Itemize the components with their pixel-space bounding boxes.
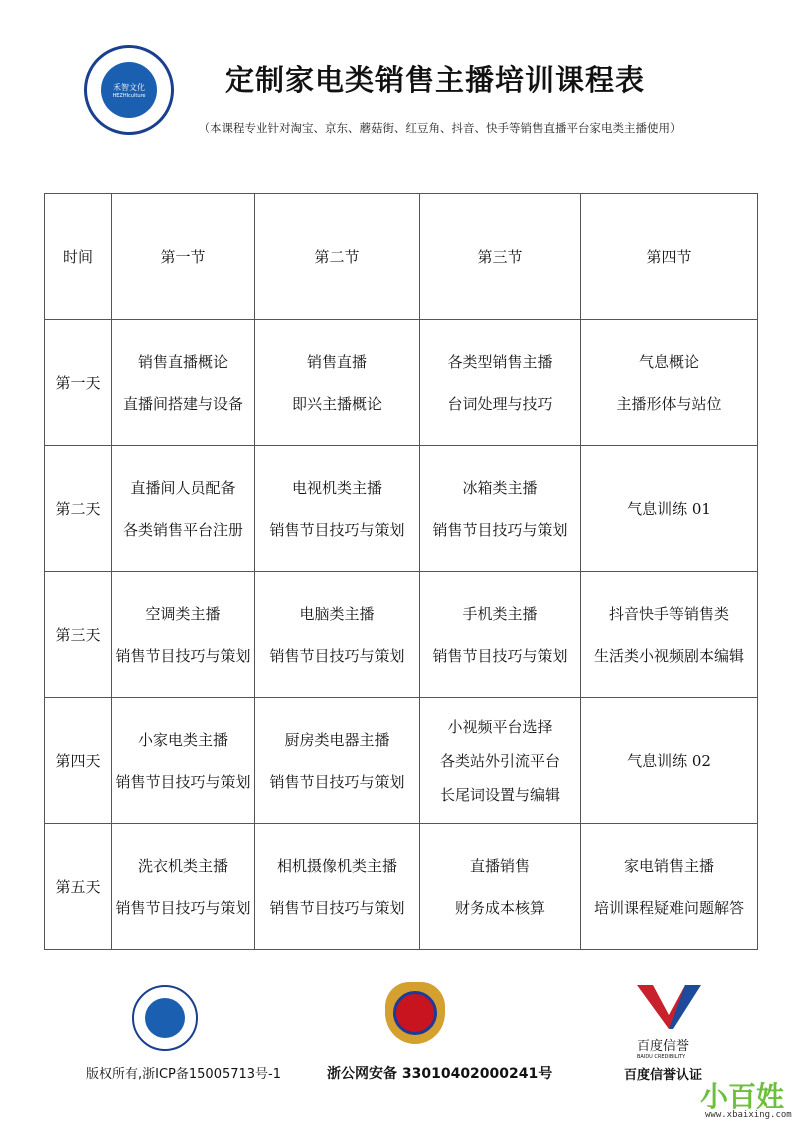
course-cell <box>581 824 758 950</box>
column-header <box>112 194 255 320</box>
course-cell <box>255 824 420 950</box>
course-item: 销售节目技巧与策划 <box>269 772 405 791</box>
watermark-url: www.xbaixing.com <box>705 1110 792 1120</box>
row-day <box>45 698 112 824</box>
column-header <box>255 194 420 320</box>
course-item: 各类销售平台注册 <box>122 520 243 539</box>
day-label: 第三天 <box>55 625 101 644</box>
course-cell <box>112 824 255 950</box>
course-item: 生活类小视频剧本编辑 <box>593 646 744 665</box>
course-cell <box>112 320 255 446</box>
course-cell <box>112 572 255 698</box>
course-cell <box>420 572 581 698</box>
course-item: 台词处理与技巧 <box>447 394 553 413</box>
course-item: 财务成本核算 <box>454 898 545 917</box>
course-item: 相机摄像机类主播 <box>276 856 397 875</box>
column-header <box>581 194 758 320</box>
course-item: 销售节目技巧与策划 <box>115 646 251 665</box>
course-item: 培训课程疑难问题解答 <box>593 898 744 917</box>
course-item: 直播销售 <box>469 856 530 875</box>
course-cell <box>581 320 758 446</box>
course-item: 气息概论 <box>638 352 699 371</box>
course-item: 小家电类主播 <box>137 730 228 749</box>
course-item: 即兴主播概论 <box>291 394 382 413</box>
table-row <box>45 698 758 824</box>
baidu-logo-en: BAIDU CREDIBILITY <box>637 1054 686 1060</box>
watermark: 小百姓 <box>700 1080 785 1113</box>
course-table <box>44 193 758 950</box>
day-label: 第五天 <box>55 877 101 896</box>
logo-subtext: HEZHIculture <box>112 92 146 99</box>
baidu-logo-cn: 百度信誉 <box>637 1039 690 1054</box>
page-title: 定制家电类销售主播培训课程表 <box>224 63 645 97</box>
course-cell <box>255 320 420 446</box>
course-item: 气息训练 01 <box>627 499 711 518</box>
copyright-text[interactable]: 版权所有,浙ICP备15005713号-1 <box>86 1067 282 1082</box>
course-item: 手机类主播 <box>462 604 538 623</box>
course-cell <box>112 446 255 572</box>
company-seal <box>132 985 198 1051</box>
table-row <box>45 446 758 572</box>
column-header-label: 第二节 <box>314 247 360 266</box>
column-header-label: 第四节 <box>646 247 692 266</box>
course-item: 电视机类主播 <box>291 478 382 497</box>
course-cell <box>420 446 581 572</box>
course-item: 小视频平台选择 <box>447 717 553 736</box>
table-row <box>45 320 758 446</box>
day-label: 第一天 <box>55 373 101 392</box>
course-item: 销售节目技巧与策划 <box>432 646 568 665</box>
course-cell <box>112 698 255 824</box>
row-day <box>45 446 112 572</box>
course-cell <box>581 698 758 824</box>
column-header <box>45 194 112 320</box>
column-header <box>420 194 581 320</box>
logo-text: 禾智文化 <box>113 82 145 92</box>
baidu-credibility-logo <box>637 985 701 1060</box>
course-item: 各类型销售主播 <box>447 352 553 371</box>
page-subtitle: （本课程专业针对淘宝、京东、蘑菇街、红豆角、抖音、快手等销售直播平台家电类主播使用） <box>198 121 682 135</box>
course-item: 家电销售主播 <box>623 856 714 875</box>
baidu-credibility-text[interactable]: 百度信誉认证 <box>624 1068 703 1083</box>
column-header-label: 第三节 <box>477 247 523 266</box>
police-record-text[interactable]: 浙公网安备 33010402000241号 <box>327 1066 553 1082</box>
course-item: 销售节目技巧与策划 <box>115 898 251 917</box>
course-item: 电脑类主播 <box>299 604 375 623</box>
course-item: 抖音快手等销售类 <box>608 604 729 623</box>
day-label: 第四天 <box>55 751 101 770</box>
row-day <box>45 824 112 950</box>
course-item: 销售节目技巧与策划 <box>432 520 568 539</box>
course-cell <box>581 446 758 572</box>
course-item: 厨房类电器主播 <box>284 730 390 749</box>
course-item: 销售节目技巧与策划 <box>269 898 405 917</box>
course-item: 冰箱类主播 <box>462 478 538 497</box>
course-cell <box>420 824 581 950</box>
course-cell <box>420 320 581 446</box>
course-item: 销售直播 <box>306 352 367 371</box>
column-header-label: 时间 <box>62 247 93 266</box>
row-day <box>45 572 112 698</box>
course-item: 洗衣机类主播 <box>137 856 228 875</box>
course-item: 直播间人员配备 <box>130 478 236 497</box>
course-item: 销售节目技巧与策划 <box>115 772 251 791</box>
course-cell <box>420 698 581 824</box>
course-cell <box>255 446 420 572</box>
course-item: 长尾词设置与编辑 <box>439 785 560 804</box>
course-item: 直播间搭建与设备 <box>122 394 243 413</box>
course-item: 空调类主播 <box>145 604 221 623</box>
course-item: 气息训练 02 <box>627 751 711 770</box>
course-cell <box>581 572 758 698</box>
row-day <box>45 320 112 446</box>
column-header-label: 第一节 <box>160 247 206 266</box>
table-row <box>45 572 758 698</box>
course-cell <box>255 698 420 824</box>
table-row <box>45 824 758 950</box>
police-emblem-icon <box>385 982 445 1044</box>
course-cell <box>255 572 420 698</box>
course-item: 销售直播概论 <box>137 352 228 371</box>
day-label: 第二天 <box>55 499 101 518</box>
table-header-row <box>45 194 758 320</box>
company-logo <box>84 45 174 135</box>
course-item: 各类站外引流平台 <box>439 751 560 770</box>
course-item: 销售节目技巧与策划 <box>269 520 405 539</box>
course-item: 销售节目技巧与策划 <box>269 646 405 665</box>
course-item: 主播形体与站位 <box>616 394 722 413</box>
